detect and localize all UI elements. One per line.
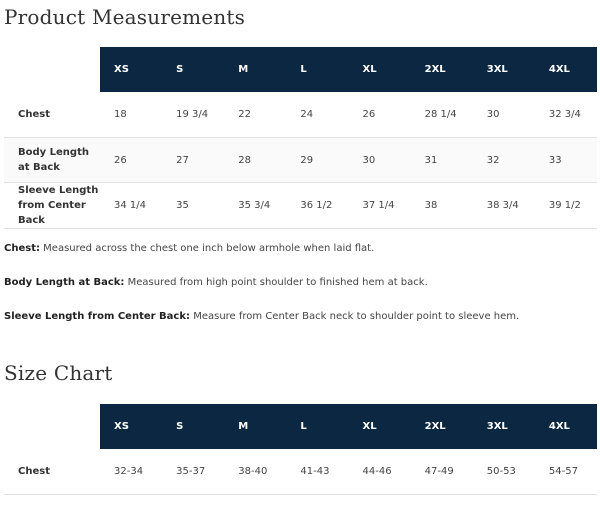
row-label: Chest [18,109,50,120]
table-cell: 38 3/4 [486,200,519,211]
size-header-xs: XS [100,47,162,92]
size-header-2xl: 2XL [411,47,473,92]
table-cell: 32 3/4 [548,109,581,120]
table-cell: 36 1/2 [300,200,333,211]
header-corner [4,47,100,92]
size-header-m: M [224,47,286,92]
size-header-s: S [162,47,224,92]
table-cell: 32 [473,138,535,183]
note-text: Measured across the chest one inch below armhole when laid flat. [39,243,375,254]
table-cell: 35 3/4 [238,200,271,211]
note-text: Measured from high point shoulder to finished hem at back. [124,277,428,288]
product-measurements-table [4,47,597,229]
size-header-xs: XS [100,404,162,449]
size-chart-title: Size Chart [4,361,113,385]
table-cell: 32-34 [114,466,144,477]
table-cell: 34 1/4 [114,200,146,211]
table-cell: 26 [100,138,162,183]
table-cell: 31 [411,138,473,183]
table-cell: 54-57 [548,466,578,477]
size-chart-header-row [4,404,597,449]
table-cell: 30 [486,109,500,120]
table-row-body-length [4,138,597,183]
table-cell: 50-53 [486,466,516,477]
table-cell: 26 [362,109,376,120]
size-header-xl: XL [349,404,411,449]
table-cell: 18 [114,109,127,120]
product-measurements-title: Product Measurements [4,5,246,29]
note-term: Chest: [4,243,40,254]
table-cell: 41-43 [300,466,330,477]
size-header-l: L [286,47,348,92]
header-corner [4,404,100,449]
size-chart-table [4,404,597,495]
table-row-chest [4,92,597,138]
row-label: Sleeve Length from Center Back [18,185,99,226]
table-cell: 24 [300,109,314,120]
table-cell: 30 [349,138,411,183]
size-header-l: L [286,404,348,449]
size-header-2xl: 2XL [411,404,473,449]
size-header-m: M [224,404,286,449]
table-cell: 37 1/4 [362,200,395,211]
row-label: Body Length at Back [4,138,100,183]
size-header-4xl: 4XL [535,47,597,92]
table-cell: 19 3/4 [176,109,209,120]
note-body-length [4,277,428,288]
table-cell: 38 [424,200,438,211]
table-cell: 33 [535,138,597,183]
note-term: Sleeve Length from Center Back: [4,311,191,322]
note-sleeve-length [4,311,519,322]
table-row-sleeve-length [4,183,597,229]
table-cell: 22 [238,109,251,120]
table-cell: 47-49 [424,466,454,477]
table-cell: 39 1/2 [548,200,581,211]
note-term: Body Length at Back: [4,277,125,288]
table-cell: 29 [286,138,348,183]
table-cell: 35 [176,200,189,211]
table-cell: 28 [224,138,286,183]
row-label: Chest [18,466,50,477]
size-header-3xl: 3XL [473,404,535,449]
size-header-3xl: 3XL [473,47,535,92]
table-cell: 35-37 [176,466,206,477]
table-cell: 38-40 [238,466,268,477]
note-chest [4,243,374,254]
note-text: Measure from Center Back neck to shoulder point to sleeve hem. [190,311,520,322]
table-cell: 44-46 [362,466,392,477]
size-header-s: S [162,404,224,449]
table-cell: 28 1/4 [424,109,457,120]
size-header-xl: XL [349,47,411,92]
size-header-4xl: 4XL [535,404,597,449]
table-cell: 27 [162,138,224,183]
measurements-header-row [4,47,597,92]
table-row-chest [4,449,597,495]
